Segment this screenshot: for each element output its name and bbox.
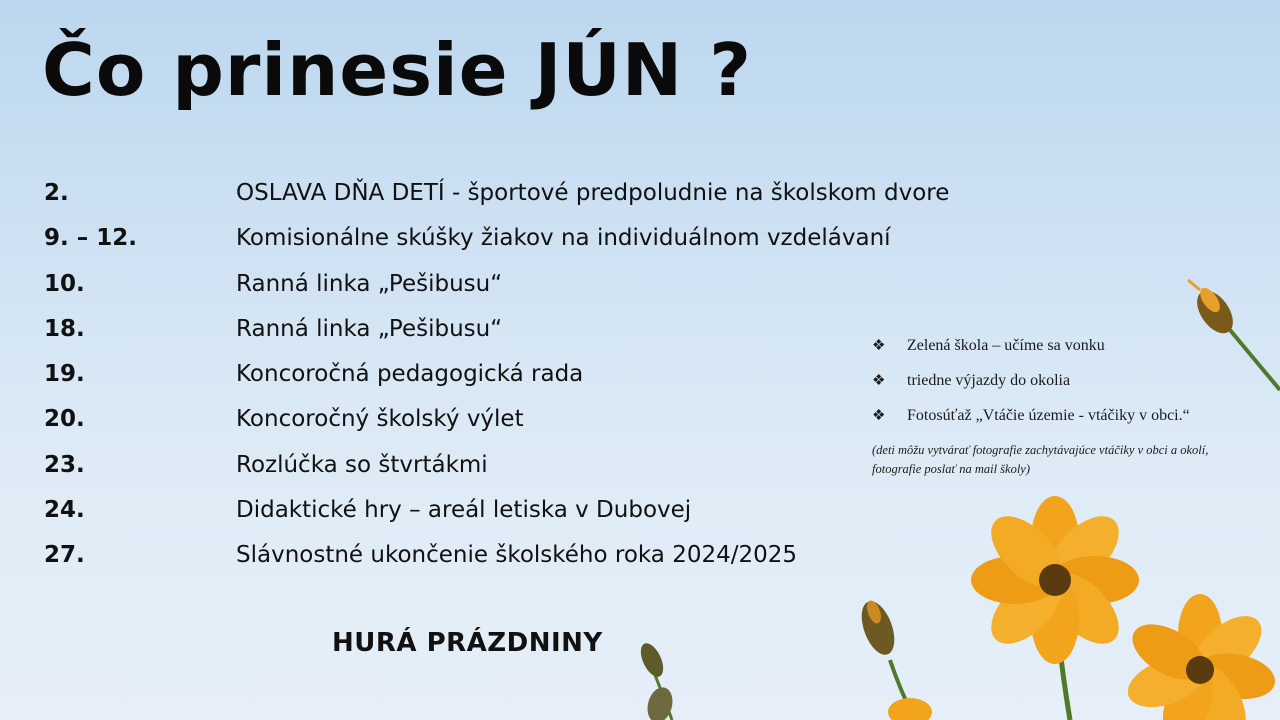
flower-stem (1055, 600, 1070, 720)
flower-large (971, 496, 1139, 664)
event-text: Koncoročný školský výlet (236, 406, 524, 433)
flower-small (1121, 594, 1279, 720)
event-date: 24. (44, 497, 85, 524)
event-text: Komisionálne skúšky žiakov na individuálnom vzdelávaní (236, 225, 891, 252)
event-date: 2. (44, 180, 69, 206)
side-list-item (872, 336, 1242, 371)
side-list-item (872, 406, 1242, 441)
diamond-bullet-icon: ❖ (872, 408, 886, 424)
event-date: 20. (44, 406, 85, 433)
flower-bud (855, 597, 900, 659)
event-text: Rozlúčka so štvrtákmi (236, 451, 488, 478)
flower-stem (655, 675, 672, 720)
flower-bud (644, 685, 676, 720)
diamond-bullet-icon: ❖ (872, 338, 886, 354)
event-text: OSLAVA DŇA DETÍ - športové predpoludnie na školskom dvore (236, 180, 950, 206)
event-date: 23. (44, 451, 85, 478)
event-date: 19. (44, 361, 85, 388)
event-date: 10. (44, 270, 85, 297)
diamond-bullet-icon: ❖ (872, 373, 886, 389)
side-note: (deti môžu vytvárať fotografie zachytávajúce vtáčiky v obci a okolí, fotografie poslať na mail školy) (872, 443, 1209, 476)
flower-bud (636, 640, 668, 680)
footer-heading: HURÁ PRÁZDNINY (332, 628, 603, 658)
event-text: Ranná linka „Pešibusu“ (236, 315, 503, 342)
event-date: 27. (44, 542, 85, 569)
event-text: Slávnostné ukončenie školského roka 2024/2025 (236, 542, 798, 569)
flower-stem (890, 660, 915, 720)
side-list-text: Fotosúťaž „Vtáčie územie - vtáčiky v obci.“ (907, 407, 1190, 424)
event-text: Koncoročná pedagogická rada (236, 361, 584, 388)
event-date: 18. (44, 315, 85, 342)
event-text: Ranná linka „Pešibusu“ (236, 270, 503, 297)
flower-stem (1195, 690, 1205, 720)
event-date: 9. – 12. (44, 225, 137, 252)
side-list (872, 336, 1242, 479)
flower-bud (1188, 280, 1240, 340)
side-list-text: triedne výjazdy do okolia (907, 372, 1071, 389)
event-text: Didaktické hry – areál letiska v Dubovej (236, 497, 692, 524)
page-title: Čo prinesie JÚN ? (42, 28, 752, 112)
flower-partial (888, 698, 932, 720)
side-list-item (872, 371, 1242, 406)
side-list-text: Zelená škola – učíme sa vonku (907, 337, 1105, 354)
